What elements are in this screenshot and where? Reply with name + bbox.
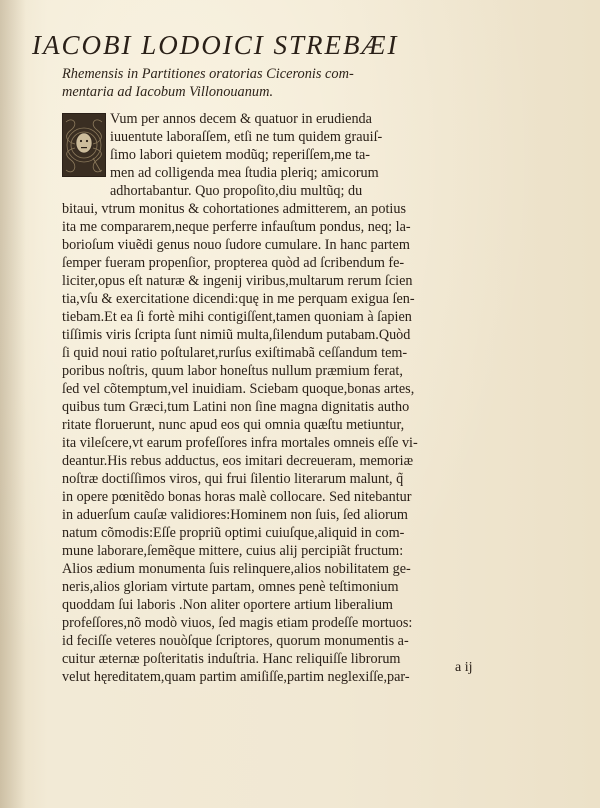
initial-ornament-pattern — [63, 114, 105, 176]
catchword-signature: a ij — [455, 660, 473, 675]
text-line: ſimo labori quietem modũq; reperiſſem,me ta- — [110, 147, 371, 163]
text-line: in aduerſum cauſæ validiores:Hominem non ſuis, ſed aliorum — [62, 507, 408, 523]
text-line: tia,vſu & exercitatione dicendi:quę in me perquam exigua ſen- — [62, 291, 415, 307]
text-line: poribus noſtris, quum labor honeſtus nullum præmium ferat, — [62, 363, 403, 379]
text-line: ſemper fueram propenſior, propterea quòd ad ſcribendum fe- — [62, 255, 405, 271]
text-line: borioſum viuẽdi genus nouo ſudore cumulare. In hanc partem — [62, 237, 410, 253]
text-line: bitaui, vtrum monitus & cohortationes admitterem, an potius — [62, 201, 406, 217]
text-line: liciter,opus eſt naturæ & ingenij viribus,multarum rerum ſcien — [62, 273, 413, 289]
text-line: men ad colligenda mea ſtudia pleriq; amicorum — [110, 165, 379, 181]
text-line: profeſſores,nõ modò viuos, ſed magis etiam prodeſſe mortuos: — [62, 615, 413, 631]
subtitle-line-1: Rhemensis in Partitiones oratorias Ciceronis com- — [62, 66, 354, 82]
text-line: Vum per annos decem & quatuor in erudienda — [110, 111, 372, 127]
gutter-shadow — [0, 0, 26, 808]
text-line: quibus tum Græci,tum Latini non ſine magna dignitatis autho — [62, 399, 410, 415]
text-line: noſtræ doctiſſimos viros, qui frui ſilentio literarum malunt, q̃ — [62, 471, 404, 487]
text-line: mune laborare,ſemẽque mittere, cuius alij percipiãt fructum: — [62, 543, 404, 559]
text-line: ſed vel cõtemptum,vel inuidiam. Sciebam quoque,bonas artes, — [62, 381, 415, 397]
text-line: id feciſſe veteres nouòſque ſcriptores, quorum monumentis a- — [62, 633, 409, 649]
text-line: natum cõmodis:Eſſe propriũ optimi cuiuſque,aliquid in com- — [62, 525, 405, 541]
text-line: ita me compararem,neque perferre infauſtum pondus, neq; la- — [62, 219, 411, 235]
text-line: in opere pœnitẽdo bonas horas malè collocare. Sed nitebantur — [62, 489, 412, 505]
text-line: ita vileſcere,vt earum profeſſores infra mortales omneis eſſe vi- — [62, 435, 418, 451]
text-line: adhortabantur. Quo propoſito,diu multũq; du — [110, 183, 363, 199]
text-line: ſi quid noui ratio poſtularet,rurſus exiſtimabã ceſſandum tem- — [62, 345, 408, 361]
page-title: IACOBI LODOICI STREBÆI — [32, 30, 399, 60]
text-line: quoddam ſui laboris .Non aliter oportere artium liberalium — [62, 597, 393, 613]
text-line: Alios ædium monumenta ſuis relinquere,alios nobilitatem ge- — [62, 561, 411, 577]
text-line: neris,alios gloriam virtute partam, omnes penè teſtimonium — [62, 579, 399, 595]
ornamental-initial-q-icon — [62, 113, 106, 177]
text-line: cuitur æternæ poſteritatis induſtria. Hanc reliquiſſe librorum — [62, 651, 401, 667]
text-line: tiſſimis viris ſcripta ſunt nimiũ multa,ſilendum putabam.Quòd — [62, 327, 411, 343]
text-line: velut hęreditatem,quam partim amiſiſſe,partim neglexiſſe,par- — [62, 669, 410, 685]
text-line: ritate floruerunt, nunc apud eos qui omnia quæſtu metiuntur, — [62, 417, 405, 433]
text-line: tiebam.Et ea ſi fortè mihi contigiſſent,tamen quoniam à ſapien — [62, 309, 412, 325]
text-line: deantur.His rebus adductus, eos imitari decreueram, memoriæ — [62, 453, 414, 469]
subtitle-line-2: mentaria ad Iacobum Villonouanum. — [62, 84, 274, 100]
text-line: iuuentute laboraſſem, etſi ne tum quidem grauiſ- — [110, 129, 383, 145]
